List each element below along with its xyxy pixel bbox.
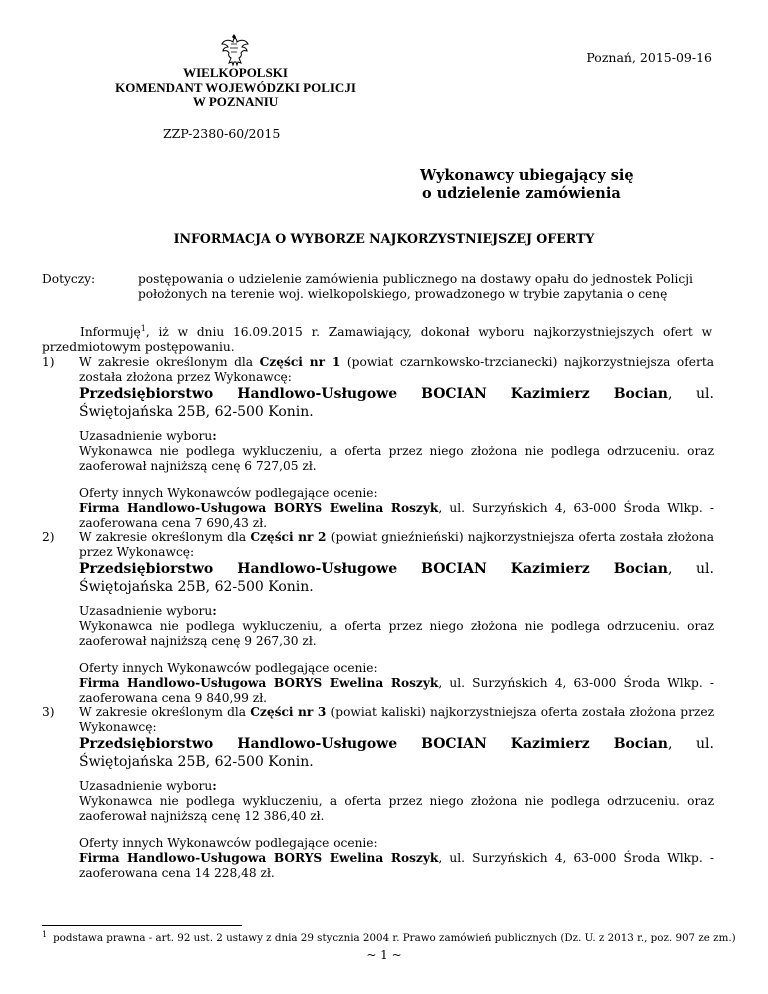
winner: Przedsiębiorstwo Handlowo-Usługowe BOCIAN Kazimierz Bocian, ul. Świętojańska 25B, 62-500 Konin. xyxy=(79,561,714,595)
item-number: 1) xyxy=(42,355,55,369)
page-number: ~ 1 ~ xyxy=(366,948,402,962)
recipient-line: Wykonawcy ubiegający się xyxy=(420,167,634,184)
winner: Przedsiębiorstwo Handlowo-Usługowe BOCIAN Kazimierz Bocian, ul. Świętojańska 25B, 62-500 Konin. xyxy=(79,386,714,420)
item-number: 2) xyxy=(42,530,55,544)
footnote: $^1$ podstawa prawna - art. 92 ust. 2 ustawy z dnia 29 stycznia 2004 r. Prawo zamówień publicznych (Dz. U. z 2013 r., poz. 907 ze zm.) xyxy=(42,929,736,944)
place-date: Poznań, 2015-09-16 xyxy=(586,50,712,65)
other-offer: Firma Handlowo-Usługowa BORYS Ewelina Roszyk, ul. Surzyńskich 4, 63-000 Środa Wlkp. - zaoferowana cena 14 228,48 zł. xyxy=(79,851,714,880)
reason-label: Uzasadnienie wyboru: xyxy=(79,779,217,793)
reason-text: Wykonawca nie podlega wykluczeniu, a oferta przez niego złożona nie podlega odrzuceniu. oraz zaoferował najniższą cenę 12 386,40 zł. xyxy=(79,794,714,823)
award-item xyxy=(42,705,714,881)
others-label: Oferty innych Wykonawców podlegające ocenie: xyxy=(79,836,378,850)
footnote-mark: 1 xyxy=(42,929,48,939)
item-number: 3) xyxy=(42,705,55,719)
office-line: WIELKOPOLSKI xyxy=(183,65,288,80)
award-item xyxy=(42,530,714,706)
reference-number: ZZP-2380-60/2015 xyxy=(163,126,281,141)
issuing-office xyxy=(108,66,363,110)
item-lead: W zakresie określonym dla Części nr 3 (powiat kaliski) najkorzystniejsza oferta została złożona przez Wykonawcę: xyxy=(79,705,714,734)
reason-label: Uzasadnienie wyboru: xyxy=(79,604,217,618)
document-title: INFORMACJA O WYBORZE NAJKORZYSTNIEJSZEJ OFERTY xyxy=(173,231,595,246)
eagle-emblem-icon xyxy=(219,32,249,68)
concern-text: postępowania o udzielenie zamówienia publicznego na dostawy opału do jednostek Policji położonych na terenie woj. wielkopolskiego, prowadzonego w trybie zapytania o cenę xyxy=(138,272,693,301)
intro-paragraph: Informuję$^1$, iż w dniu 16.09.2015 r. Zamawiający, dokonał wyboru najkorzystniejszych ofert w przedmiotowym postępowaniu. xyxy=(42,323,712,354)
others-label: Oferty innych Wykonawców podlegające ocenie: xyxy=(79,486,378,500)
recipient-line: o udzielenie zamówienia xyxy=(422,185,621,202)
other-offer: Firma Handlowo-Usługowa BORYS Ewelina Roszyk, ul. Surzyńskich 4, 63-000 Środa Wlkp. - zaoferowana cena 7 690,43 zł. xyxy=(79,501,714,530)
reason-text: Wykonawca nie podlega wykluczeniu, a oferta przez niego złożona nie podlega odrzuceniu. oraz zaoferował najniższą cenę 6 727,05 zł. xyxy=(79,444,714,473)
award-item xyxy=(42,355,714,531)
office-line: W POZNANIU xyxy=(192,94,279,109)
item-lead: W zakresie określonym dla Części nr 1 (powiat czarnkowsko-trzcianecki) najkorzystniejsza oferta została złożona przez Wykonawcę: xyxy=(79,355,714,384)
office-line: KOMENDANT WOJEWÓDZKI POLICJI xyxy=(115,79,356,95)
reason-text: Wykonawca nie podlega wykluczeniu, a oferta przez niego złożona nie podlega odrzuceniu. oraz zaoferował najniższą cenę 9 267,30 zł. xyxy=(79,619,714,648)
reason-label: Uzasadnienie wyboru: xyxy=(79,429,217,443)
footnote-ref: 1 xyxy=(140,323,146,333)
footnote-divider xyxy=(42,925,242,926)
other-offer: Firma Handlowo-Usługowa BORYS Ewelina Roszyk, ul. Surzyńskich 4, 63-000 Środa Wlkp. - zaoferowana cena 9 840,99 zł. xyxy=(79,676,714,705)
concern-label: Dotyczy: xyxy=(42,272,96,286)
recipient xyxy=(420,167,634,203)
winner: Przedsiębiorstwo Handlowo-Usługowe BOCIAN Kazimierz Bocian, ul. Świętojańska 25B, 62-500 Konin. xyxy=(79,736,714,770)
item-lead: W zakresie określonym dla Części nr 2 (powiat gnieźnieński) najkorzystniejsza oferta została złożona przez Wykonawcę: xyxy=(79,530,714,559)
others-label: Oferty innych Wykonawców podlegające ocenie: xyxy=(79,661,378,675)
